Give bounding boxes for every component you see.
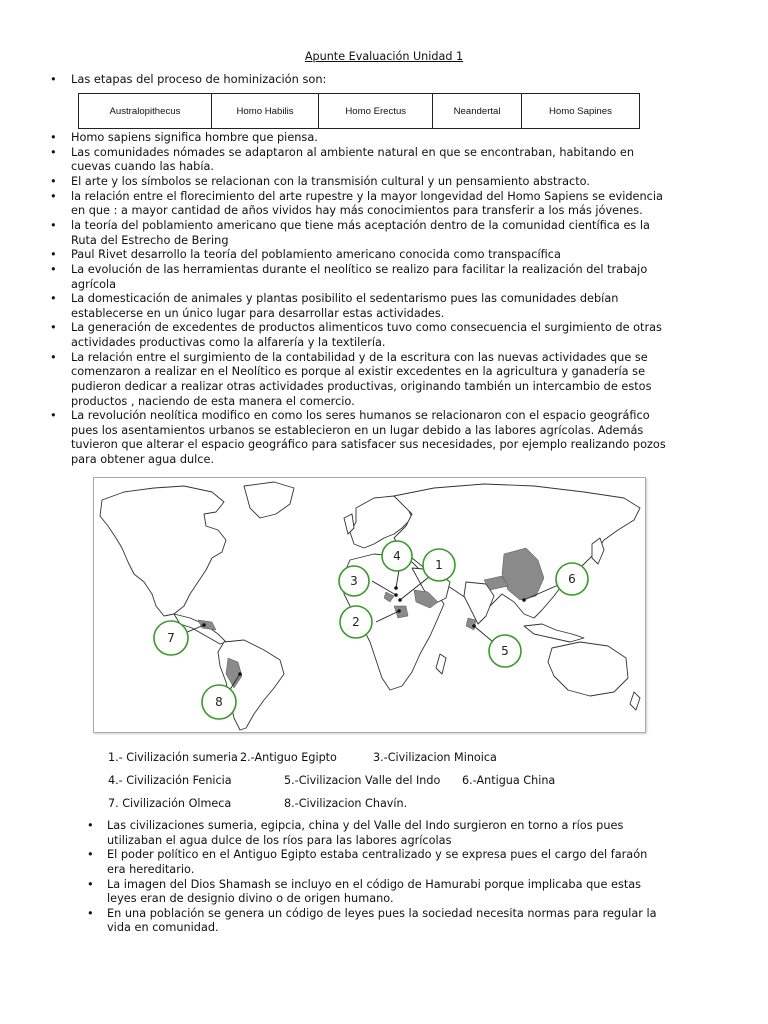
legend-item: 2.-Antiguo Egipto <box>240 751 337 764</box>
stage-cell: Neandertal <box>433 94 522 129</box>
list-item <box>50 145 671 175</box>
document-title: Apunte Evaluación Unidad 1 <box>304 50 464 63</box>
marker-3-label: 3 <box>350 574 358 588</box>
marker-6-label: 6 <box>568 572 576 586</box>
marker-2-label: 2 <box>352 615 360 629</box>
list-item-text: Paul Rivet desarrollo la teoría del poblamiento americano conocida como transpacífica <box>71 248 561 262</box>
list-item <box>50 350 671 409</box>
marker-8 <box>202 685 236 719</box>
list-item-text: La generación de excedentes de productos alimenticos tuvo como consecuencia el surgimiento de otras actividades productivas como la alfarería y la textilería. <box>71 321 662 350</box>
bullet-icon: • <box>50 218 57 232</box>
north-america-shape <box>100 486 226 616</box>
bullet-icon: • <box>50 248 57 262</box>
list-item-text: Homo sapiens significa hombre que piensa. <box>71 131 318 144</box>
bullet-icon: • <box>50 131 57 144</box>
world-map-svg <box>94 478 645 732</box>
indonesia-shape <box>524 624 584 642</box>
marker-6 <box>556 563 588 595</box>
bullet-icon: • <box>50 145 57 159</box>
list-item <box>87 848 667 877</box>
marker-1 <box>423 549 455 581</box>
legend-item: 3.-Civilizacion Minoica <box>373 751 497 764</box>
marker-1-label: 1 <box>435 558 443 572</box>
list-item-text: Las civilizaciones sumeria, egipcia, china y del Valle del Indo surgieron en torno a ríos pues utilizaban el agua dulce de los ríos para las labores agrícolas <box>107 819 624 847</box>
bullet-icon: • <box>50 321 57 335</box>
marker-4 <box>382 541 412 571</box>
stage-cell: Australopithecus <box>79 94 212 129</box>
marker-2 <box>340 606 372 638</box>
list-item <box>50 409 671 467</box>
bullet-icon: • <box>87 877 94 891</box>
bullet-icon: • <box>50 262 57 276</box>
intro-line <box>50 72 650 88</box>
intro-text: Las etapas del proceso de hominización son: <box>71 72 327 86</box>
legend-item: 8.-Civilizacion Chavín. <box>284 797 408 810</box>
list-item <box>50 131 671 146</box>
marker-4-label: 4 <box>393 549 401 563</box>
new-zealand-shape <box>630 692 640 710</box>
list-item-text: la teoría del poblamiento americano que tiene más aceptación dentro de la comunidad científica es la Ruta del Estrecho de Bering <box>71 218 650 247</box>
list-item <box>50 189 671 219</box>
marker-7 <box>154 621 188 655</box>
list-item <box>50 248 671 263</box>
list-item-text: La evolución de las herramientas durante el neolítico se realizo para facilitar la realización del trabajo agrícola <box>71 262 648 291</box>
list-item-text: El poder político en el Antiguo Egipto estaba centralizado y se expresa pues el cargo del faraón era hereditario. <box>107 848 648 876</box>
list-item <box>50 321 671 350</box>
bullet-icon: • <box>50 350 57 364</box>
legend-item: 6.-Antigua China <box>462 774 556 787</box>
list-item-text: La revolución neolítica modifico en como los seres humanos se relacionaron con el espacio geográfico pues los asentamientos urbanos se establecieron en un lugar debido a las labores agrícolas. Además tuvieron que alterar el espacio geográfico para satisfacer sus necesidades, por ejemplo realizando pozos para obtener agua dulce. <box>71 409 666 466</box>
marker-3 <box>339 566 369 596</box>
bullet-icon: • <box>87 848 94 862</box>
stage-cell: Homo Sapines <box>521 94 639 129</box>
australia-shape <box>548 642 628 696</box>
marker-7-label: 7 <box>167 631 175 645</box>
marker-8-label: 8 <box>215 695 223 709</box>
bullet-icon: • <box>87 819 94 832</box>
stage-cell: Homo Habilis <box>211 94 318 129</box>
stage-cell: Homo Erectus <box>319 94 433 129</box>
hominization-stages-table <box>78 93 640 129</box>
notes-list <box>50 131 671 468</box>
bullet-icon: • <box>50 72 57 86</box>
bullet-icon: • <box>87 906 94 920</box>
bullet-icon: • <box>50 174 57 188</box>
list-item <box>50 292 671 321</box>
world-map-civilizations <box>93 477 646 733</box>
legend-item: 1.- Civilización sumeria <box>108 751 238 764</box>
greenland-shape <box>244 482 294 518</box>
list-item <box>87 877 667 907</box>
list-item <box>50 174 671 190</box>
list-item-text: En una población se genera un código de leyes pues la sociedad necesita normas para regular la vida en comunidad. <box>107 906 657 935</box>
continents <box>100 482 640 730</box>
indus-region <box>466 618 476 630</box>
legend-item: 7. Civilización Olmeca <box>108 797 232 810</box>
list-item <box>50 262 671 292</box>
notes-list-2 <box>87 819 667 936</box>
legend-item: 4.- Civilización Fenicia <box>108 774 232 787</box>
bullet-icon: • <box>50 189 57 203</box>
list-item <box>87 819 667 848</box>
madagascar-shape <box>436 654 446 674</box>
bullet-icon: • <box>50 292 57 306</box>
marker-5 <box>489 635 521 667</box>
list-item-text: la relación entre el florecimiento del arte rupestre y la mayor longevidad del Homo Sapiens se evidencia en que : a mayor cantidad de años vividos hay más conocimientos para transferir a los más jóvenes. <box>71 189 663 218</box>
legend-item: 5.-Civilizacion Valle del Indo <box>284 774 441 787</box>
bullet-icon: • <box>50 409 57 423</box>
list-item-text: Las comunidades nómades se adaptaron al ambiente natural en que se encontraban, habitando en cuevas cuando las había. <box>71 145 635 174</box>
list-item-text: El arte y los símbolos se relacionan con la transmisión cultural y un pensamiento abstracto. <box>71 174 590 188</box>
list-item-text: La imagen del Dios Shamash se incluyo en el código de Hamurabi porque implicaba que estas leyes eran de designio divino o de origen humano. <box>107 877 642 906</box>
list-item-text: La domesticación de animales y plantas posibilito el sedentarismo pues las comunidades debían establecerse en un único lugar para desarrollar estas actividades. <box>71 292 619 320</box>
list-item-text: La relación entre el surgimiento de la contabilidad y de la escritura con las nuevas actividades que se comenzaron a realizar en el Neolítico es porque al existir excedentes en la agricultura y ganadería se pudieron dedicar a realizar otras actividades productivas, originando también un intercambio de estos productos , naciendo de esta manera el comercio. <box>71 350 652 408</box>
list-item <box>87 906 667 936</box>
list-item <box>50 218 671 248</box>
marker-5-label: 5 <box>501 644 509 658</box>
